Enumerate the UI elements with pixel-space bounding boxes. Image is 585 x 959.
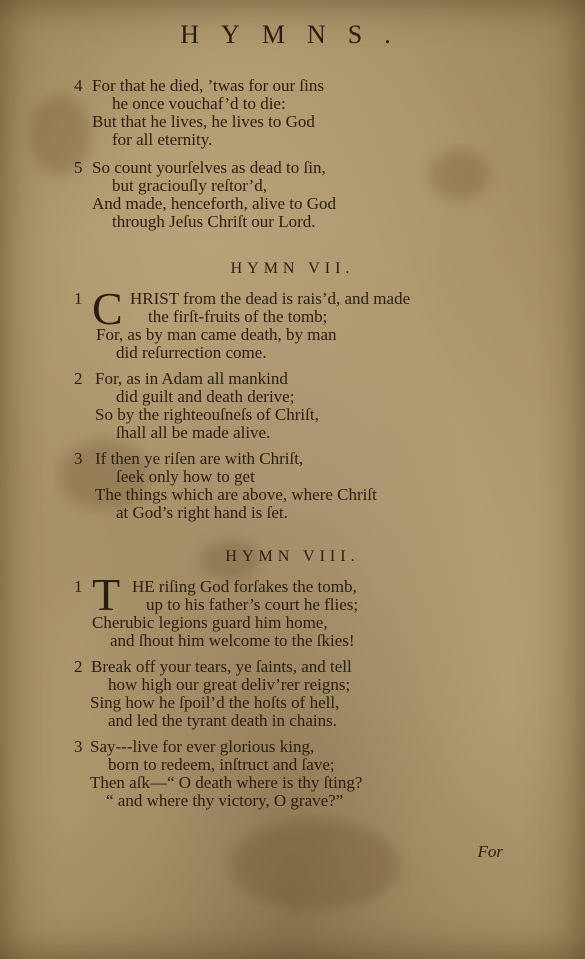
verse-line: but graciouſly reſtor’d, — [112, 176, 268, 195]
verse-line: But that he lives, he lives to God — [92, 112, 315, 131]
verse-line: Say---live for ever glorious king, — [90, 737, 315, 756]
hymn-title: HYMN VII. — [230, 260, 355, 277]
drop-cap: T — [92, 569, 121, 620]
verse-line: how high our great deliv’rer reigns; — [108, 675, 351, 694]
verse-line: at God’s right hand is ſet. — [116, 503, 288, 522]
verse-line: did guilt and death derive; — [116, 387, 295, 406]
verse-line: HE riſing God forſakes the tomb, — [132, 577, 357, 596]
verse-line: up to his father’s court he flies; — [146, 595, 359, 614]
verse-line: For, as in Adam all mankind — [95, 369, 288, 388]
verse-line: Cherubic legions guard him home, — [92, 613, 328, 632]
verse-line: and ſhout him welcome to the ſkies! — [110, 631, 355, 650]
verse-number: 2 — [74, 657, 83, 676]
verse-line: And made, henceforth, alive to God — [92, 194, 337, 213]
verse-line: through Jeſus Chriſt our Lord. — [112, 212, 316, 231]
verse-number: 3 — [74, 449, 83, 468]
verse-line: For, as by man came death, by man — [96, 325, 337, 344]
drop-cap: C — [92, 283, 123, 334]
verse-number: 4 — [74, 76, 83, 95]
verse-number: 1 — [74, 289, 83, 308]
verse-line: So by the righteouſneſs of Chriſt, — [95, 405, 319, 424]
verse-line: and led the tyrant death in chains. — [108, 711, 337, 730]
verse-number: 3 — [74, 737, 83, 756]
verse-line: born to redeem, inſtruct and ſave; — [108, 755, 335, 774]
verse-line: for all eternity. — [112, 130, 213, 149]
paper-stain — [430, 150, 490, 200]
verse-line: Then aſk—“ O death where is thy ſting? — [90, 773, 363, 792]
verse-line: If then ye riſen are with Chriſt, — [95, 449, 304, 468]
verse-line: the firſt-fruits of the tomb; — [148, 307, 328, 326]
verse-line: Sing how he ſpoil’d the hoſts of hell, — [90, 693, 340, 712]
verse-line: ſhall all be made alive. — [116, 423, 271, 442]
verse-number: 1 — [74, 577, 83, 596]
verse-line: did reſurrection come. — [116, 343, 267, 362]
hymn-title: HYMN VIII. — [225, 548, 360, 565]
catchword: For — [477, 842, 503, 861]
running-header: HYMNS. — [180, 20, 413, 49]
verse-line: “ and where thy victory, O grave?” — [106, 791, 344, 810]
verse-number: 5 — [74, 158, 83, 177]
verse-line: The things which are above, where Chriſt — [95, 485, 377, 504]
verse-number: 2 — [74, 369, 83, 388]
verse-line: For that he died, ’twas for our ſins — [92, 76, 324, 95]
verse-line: HRIST from the dead is rais’d, and made — [130, 289, 411, 308]
verse-line: ſeek only how to get — [116, 467, 255, 486]
paper-stain — [230, 820, 400, 910]
verse-line: he once vouchaf’d to die: — [112, 94, 286, 113]
verse-line: Break off your tears, ye ſaints, and tell — [91, 657, 352, 676]
verse-line: So count yourſelves as dead to ſin, — [92, 158, 326, 177]
